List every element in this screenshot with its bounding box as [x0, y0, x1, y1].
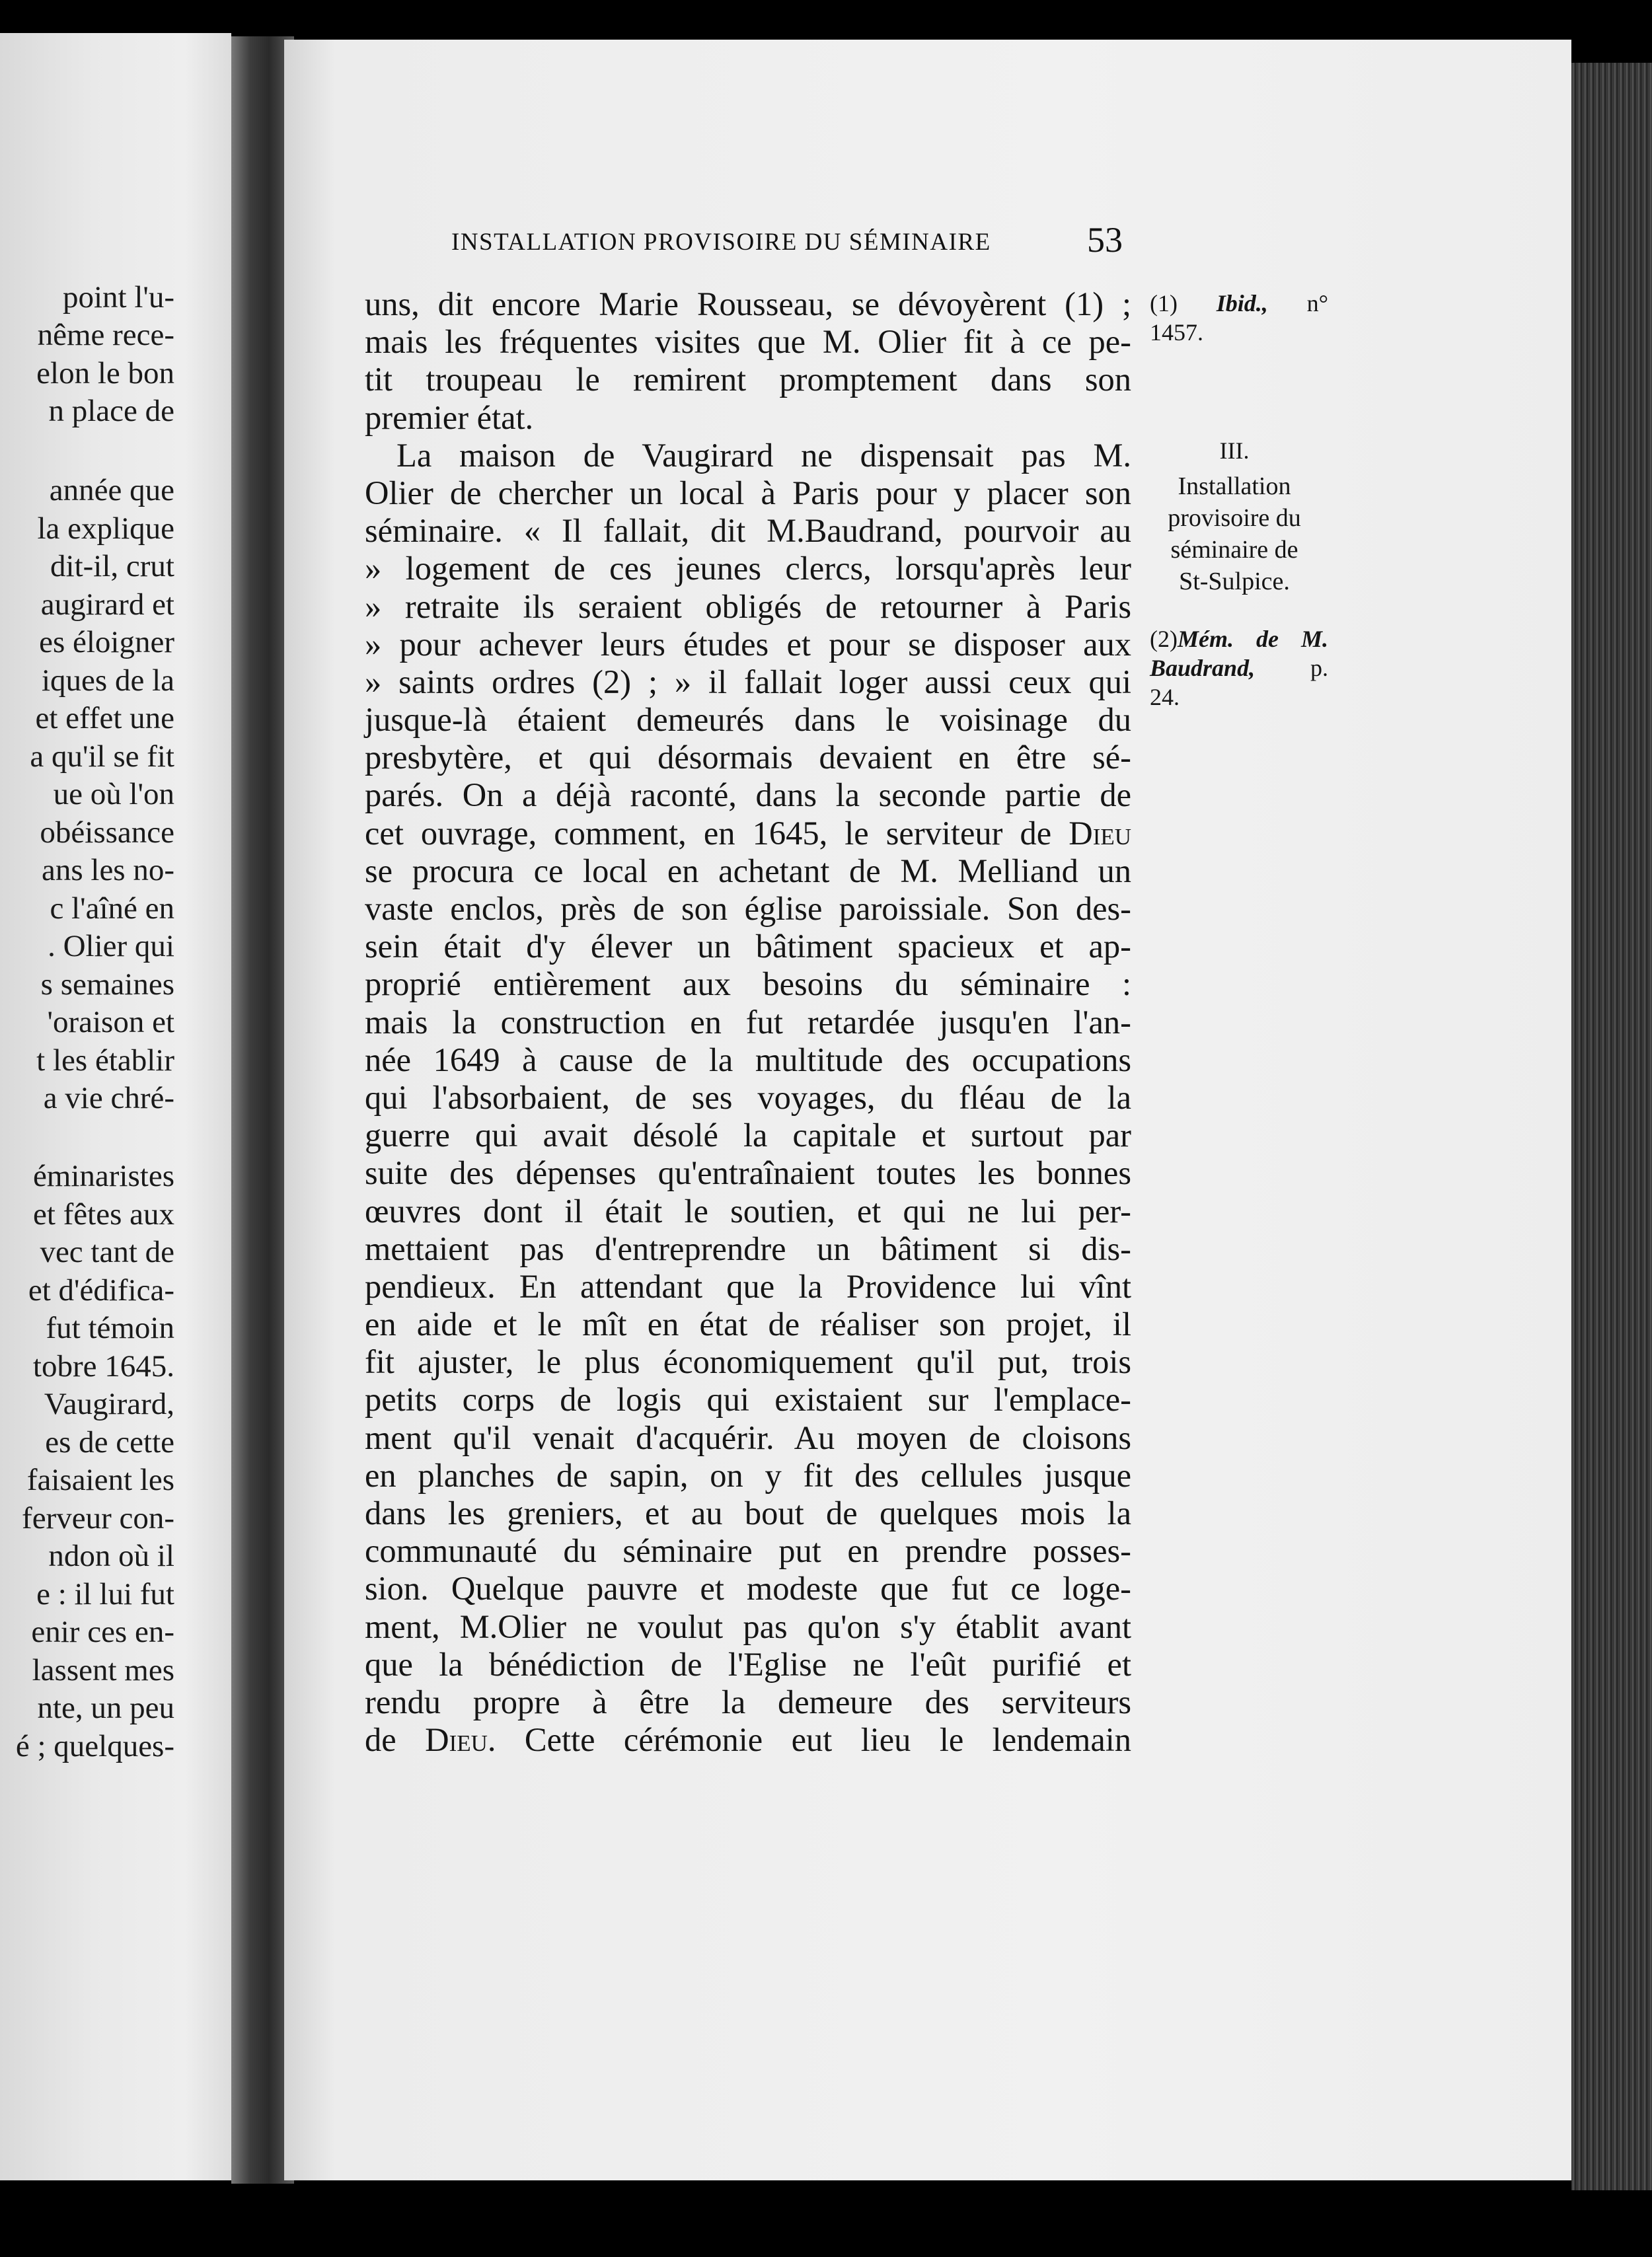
previous-page-text-line: a qu'il se fit [30, 739, 174, 774]
small-caps-word: Dieu [425, 1721, 488, 1759]
previous-page-text-line: iques de la [42, 663, 174, 698]
footnote-line [1150, 624, 1328, 653]
section-sidenote [1142, 435, 1327, 597]
text-line: dans les greniers, et au bout de quelques mois la [365, 1495, 1131, 1532]
small-caps-word: Dieu [1069, 814, 1132, 852]
previous-page-text-line: Vaugirard, [44, 1387, 174, 1421]
footnote-text: p. [1310, 655, 1328, 681]
text-fragment: Cette cérémonie eut lieu le lendemain [524, 1721, 1132, 1759]
previous-page-text-line: 'oraison et [47, 1005, 174, 1039]
previous-page-text-line: s semaines [40, 967, 174, 1002]
previous-page-text-line: année que [49, 473, 174, 507]
previous-page-text-line: lassent mes [32, 1653, 174, 1687]
footnote-number: (1) [1150, 290, 1178, 316]
footnote-1 [1150, 289, 1328, 347]
footnote-2 [1150, 624, 1328, 712]
previous-page-text-line: tobre 1645. [32, 1349, 174, 1384]
text-line: Olier de chercher un local à Paris pour y placer son [365, 474, 1131, 511]
text-line: tit troupeau le remirent promptement dans son [365, 361, 1131, 398]
text-line: proprié entièrement aux besoins du séminaire : [365, 965, 1131, 1003]
text-line: mettaient pas d'entreprendre un bâtiment si dis- [365, 1230, 1131, 1267]
text-line: pendieux. En attendant que la Providence lui vînt [365, 1267, 1131, 1305]
previous-page-text-line: et fêtes aux [32, 1197, 174, 1232]
text-line: que la bénédiction de l'Eglise ne l'eût purifié et [365, 1645, 1131, 1683]
text-line: en aide et le mît en état de réaliser son projet, il [365, 1306, 1131, 1343]
previous-page-text-line: ans les no- [41, 853, 174, 887]
previous-page-text-line: a vie chré- [43, 1081, 174, 1115]
text-line: se procura ce local en achetant de M. Melliand un [365, 852, 1131, 889]
section-title-line: provisoire du [1168, 504, 1301, 532]
text-line: guerre qui avait désolé la capitale et surtout par [365, 1117, 1131, 1154]
previous-page-text-line: nte, un peu [37, 1691, 174, 1725]
text-line: presbytère, et qui désormais devaient en être sé- [365, 739, 1131, 776]
text-line: séminaire. « Il fallait, dit M.Baudrand, pourvoir au [365, 512, 1131, 550]
text-line: ment qu'il venait d'acquérir. Au moyen de cloisons [365, 1419, 1131, 1456]
text-line: uns, dit encore Marie Rousseau, se dévoyèrent (1) ; [365, 285, 1131, 322]
text-line: vaste enclos, près de son église paroissiale. Son des- [365, 890, 1131, 927]
previous-page-text-line: point l'u- [62, 280, 174, 314]
text-line: sein était d'y élever un bâtiment spacieux et ap- [365, 928, 1131, 965]
book-page-edges [1571, 63, 1652, 2190]
text-line: mais la construction en fut retardée jusqu'en l'an- [365, 1003, 1131, 1041]
section-title-line: séminaire de [1170, 536, 1298, 564]
previous-page-text-line: et d'édifica- [28, 1273, 174, 1308]
paragraph-start-line: La maison de Vaugirard ne dispensait pas M. [396, 436, 1131, 474]
text-line: née 1649 à cause de la multitude des occupations [365, 1041, 1131, 1078]
text-line: jusque-là étaient demeurés dans le voisinage du [365, 701, 1131, 739]
footnote-line: 1457. [1150, 319, 1203, 346]
previous-page-text-line: éminaristes [32, 1159, 174, 1193]
section-title-line: St-Sulpice. [1179, 568, 1290, 595]
previous-page-text-line: c l'aîné en [50, 891, 174, 926]
text-line: sion. Quelque pauvre et modeste que fut ce loge- [365, 1570, 1131, 1608]
text-line: rendu propre à être la demeure des serviteurs [365, 1683, 1131, 1720]
previous-page-text-line: t les établir [36, 1043, 174, 1078]
previous-page-text-line: es de cette [45, 1425, 174, 1460]
previous-page-text-line: la explique [37, 511, 174, 546]
previous-page-text-line: ue où l'on [53, 777, 174, 811]
main-text-column [365, 285, 1131, 1759]
previous-page-text-line: es éloigner [39, 625, 174, 659]
previous-page-text-line: ferveur con- [22, 1501, 174, 1536]
previous-page-text-line: nême rece- [37, 318, 174, 352]
text-fragment: de [365, 1721, 396, 1759]
page-number: 53 [1087, 220, 1123, 260]
text-line: premier état. [365, 398, 534, 436]
previous-page-text-line: elon le bon [36, 356, 174, 390]
footnote-line [1150, 289, 1328, 318]
previous-page-fragment [0, 33, 231, 2180]
previous-page-text-line: faisaient les [26, 1463, 174, 1497]
text-line: » pour achever leurs études et pour se disposer aux [365, 625, 1131, 663]
previous-page-text-line: dit-il, crut [50, 549, 174, 583]
previous-page-text-line: augirard et [40, 587, 174, 622]
text-line: parés. On a déjà raconté, dans la seconde partie de [365, 776, 1131, 814]
footnote-line [1150, 653, 1328, 683]
footnote-reference: Ibid., [1216, 290, 1268, 316]
text-line: » saints ordres (2) ; » il fallait loger aussi ceux qui [365, 663, 1131, 700]
text-line: » retraite ils seraient obligés de retourner à Paris [365, 587, 1131, 625]
previous-page-text-line: obéissance [40, 815, 174, 850]
footnote-number: (2) [1150, 626, 1178, 652]
text-line: en planches de sapin, on y fit des cellules jusque [365, 1456, 1131, 1494]
text-line: mais les fréquentes visites que M. Olier fit à ce pe- [365, 323, 1131, 361]
text-line: communauté du séminaire put en prendre posses- [365, 1532, 1131, 1570]
previous-page-text-line: e : il lui fut [36, 1577, 174, 1611]
text-line: œuvres dont il était le soutien, et qui ne lui per- [365, 1192, 1131, 1230]
footnote-reference: Baudrand, [1150, 655, 1256, 681]
text-fragment: cet ouvrage, comment, en 1645, le serviteur de [365, 814, 1052, 852]
previous-page-text-line: ndon où il [48, 1539, 174, 1573]
text-line: suite des dépenses qu'entraînaient toutes les bonnes [365, 1154, 1131, 1192]
text-line: de Dieu. Cette cérémonie eut lieu le lendemain [365, 1721, 1132, 1759]
footnote-reference: Mém. de M. [1177, 626, 1328, 652]
previous-page-text-line: é ; quelques- [15, 1729, 174, 1763]
text-line: ment, M.Olier ne voulut pas qu'on s'y établit avant [365, 1608, 1131, 1645]
text-line: fit ajuster, le plus économiquement qu'il put, trois [365, 1343, 1131, 1381]
footnote-text: n° [1306, 290, 1328, 316]
previous-page-text-line: fut témoin [46, 1311, 174, 1345]
text-line: qui l'absorbaient, de ses voyages, du fléau de la [365, 1078, 1131, 1116]
previous-page-text-line: et effet une [35, 701, 174, 735]
section-number: III. [1219, 437, 1250, 464]
text-line: » logement de ces jeunes clercs, lorsqu'après leur [365, 550, 1131, 587]
running-header: INSTALLATION PROVISOIRE DU SÉMINAIRE [451, 229, 991, 256]
previous-page-text-line: . Olier qui [48, 929, 174, 963]
previous-page-text-line: n place de [48, 394, 174, 428]
text-line: petits corps de logis qui existaient sur l'emplace- [365, 1381, 1131, 1419]
footnote-line: 24. [1150, 684, 1180, 710]
previous-page-text-line: enir ces en- [31, 1615, 174, 1649]
text-line [365, 815, 1131, 852]
section-title-line: Installation [1178, 472, 1291, 500]
previous-page-text-line: vec tant de [40, 1235, 174, 1269]
